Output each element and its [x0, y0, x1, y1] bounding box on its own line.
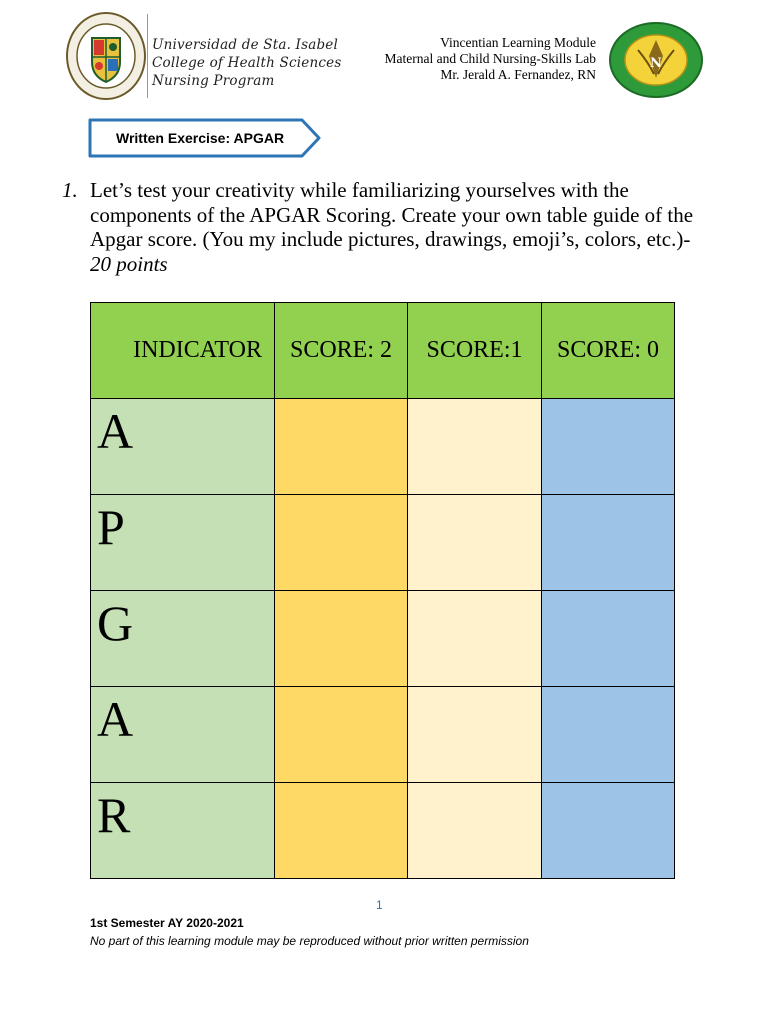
score-0-cell[interactable] — [542, 591, 675, 687]
module-title: Vincentian Learning Module — [440, 35, 596, 50]
table-row — [91, 783, 675, 879]
header-score-1: SCORE:1 — [408, 303, 542, 399]
row-indicator-respiration: R — [91, 783, 275, 879]
score-2-cell[interactable] — [275, 783, 408, 879]
college-name: College of Health Sciences — [152, 55, 342, 71]
school-name-block — [152, 36, 341, 90]
score-1-cell[interactable] — [408, 783, 542, 879]
instruction-text: Let’s test your creativity while familiarizing yourselves with the components of the APGAR Scoring. Create your own table guide of the Apgar score. (You my include pictures, drawings, emoji’s, colors, etc.)- — [90, 178, 694, 251]
page-number: 1 — [376, 898, 383, 912]
instruction-paragraph — [62, 178, 702, 276]
exercise-title: Written Exercise: APGAR — [116, 130, 285, 146]
header-indicator: INDICATOR — [91, 303, 275, 399]
score-1-cell[interactable] — [408, 399, 542, 495]
table-row — [91, 399, 675, 495]
score-1-cell[interactable] — [408, 687, 542, 783]
score-0-cell[interactable] — [542, 495, 675, 591]
row-indicator-activity: A — [91, 687, 275, 783]
table-row — [91, 495, 675, 591]
footer-semester: 1st Semester AY 2020-2021 — [90, 916, 244, 930]
apgar-score-table — [90, 302, 675, 879]
header-divider — [147, 14, 148, 98]
instructor-name: Mr. Jerald A. Fernandez, RN — [440, 67, 596, 82]
table-row — [91, 591, 675, 687]
score-1-cell[interactable] — [408, 591, 542, 687]
instruction-points: 20 points — [90, 251, 168, 276]
instruction-text-block — [90, 178, 702, 276]
score-2-cell[interactable] — [275, 591, 408, 687]
score-2-cell[interactable] — [275, 495, 408, 591]
module-info-block — [385, 35, 596, 83]
college-of-nursing-seal-logo — [608, 22, 704, 98]
program-name: Nursing Program — [152, 73, 275, 89]
instruction-number: 1. — [62, 178, 78, 202]
score-1-cell[interactable] — [408, 495, 542, 591]
score-0-cell[interactable] — [542, 399, 675, 495]
svg-text:N: N — [650, 56, 662, 71]
row-indicator-pulse: P — [91, 495, 275, 591]
row-indicator-grimace: G — [91, 591, 275, 687]
header-score-0: SCORE: 0 — [542, 303, 675, 399]
header-score-2: SCORE: 2 — [275, 303, 408, 399]
score-0-cell[interactable] — [542, 687, 675, 783]
score-2-cell[interactable] — [275, 687, 408, 783]
course-title: Maternal and Child Nursing-Skills Lab — [384, 51, 596, 66]
footer-copyright-notice: No part of this learning module may be reproduced without prior written permission — [90, 934, 529, 948]
table-header-row — [91, 303, 675, 399]
score-0-cell[interactable] — [542, 783, 675, 879]
score-2-cell[interactable] — [275, 399, 408, 495]
university-seal-logo — [66, 12, 146, 100]
row-indicator-appearance: A — [91, 399, 275, 495]
table-row — [91, 687, 675, 783]
exercise-title-tag — [88, 118, 322, 158]
school-name: Universidad de Sta. Isabel — [152, 37, 339, 53]
